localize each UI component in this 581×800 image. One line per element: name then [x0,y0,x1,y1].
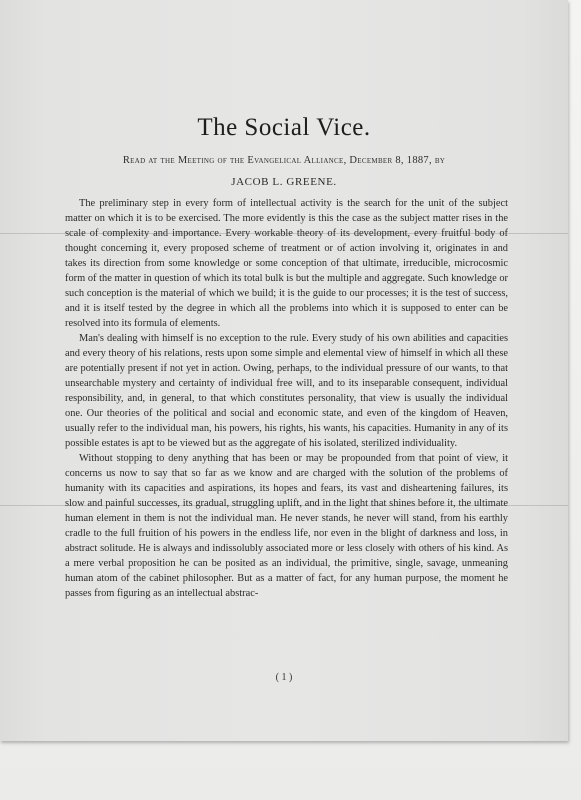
document-body [65,196,508,601]
body-paragraph: Man's dealing with himself is no exception to the rule. Every study of his own abilities and capacities and every theory of his relations, rests upon some simple and elemental view of himself in which all these are potentially present if not yet in action. Owing, perhaps, to the individual pressure of our wants, to that unsearchable mystery and certainty of individual free will, and to its inseparable consequent, individual responsibility, and, in general, to that which constitutes personality, that view is usually the individual one. Our theories of the political and social and economic state, and even of the kingdom of Heaven, usually refer to the individual man, his powers, his rights, his wants, his capacities. Humanity in any of its possible estates is apt to be viewed but as the aggregate of his isolated, sterilized individuality. [65,333,508,449]
document-title: The Social Vice. [197,114,371,141]
document-subtitle: Read at the Meeting of the Evangelical Alliance, December 8, 1887, by [122,155,446,166]
page-number: ( 1 ) [275,672,293,683]
body-paragraph: Without stopping to deny anything that has been or may be propounded from that point of view, it concerns us now to say that so far as we know and are charged with the solution of the problems of humanity with its capacities and aspirations, its hopes and fears, its vast and disheartening failures, its slow and painful successes, its gradual, struggling uplift, and in the light that shines before it, the ultimate human element in them is not the individual man. He never stands, he never will stand, from his earthly cradle to the full fruition of his powers in the endless life, nor even in the blight of darkness and loss, in abstract solitude. He is always and indissolubly associated more or less closely with others of his kind. As a mere verbal proposition he can be posited as an individual, the primitive, single, savage, unmeaning human atom of the cabinet philosopher. But as a matter of fact, for any human purpose, the moment he passes from figuring as an intellectual abstrac- [65,453,508,599]
body-paragraph: The preliminary step in every form of intellectual activity is the search for the unit of the subject matter on which it is to be exercised. The more evidently is this the case as the subject matter rises in the scale of complexity and importance. Every workable theory of its development, every fruitful body of thought concerning it, every proposed scheme of treatment or of action involving it, originates in and takes its direction from some knowledge or some conception of that ultimate, irreducible, microcosmic form of the matter in question of which its total bulk is but the multiple and aggregate. Such knowledge or such conception is the material of which we build; it is the guide to our processes; it is the test of success, and it is itself tested by the degree in which all the problems into which it is supposed to enter can be resolved into its formula of elements. [65,198,508,329]
document-author: JACOB L. GREENE. [231,176,337,188]
